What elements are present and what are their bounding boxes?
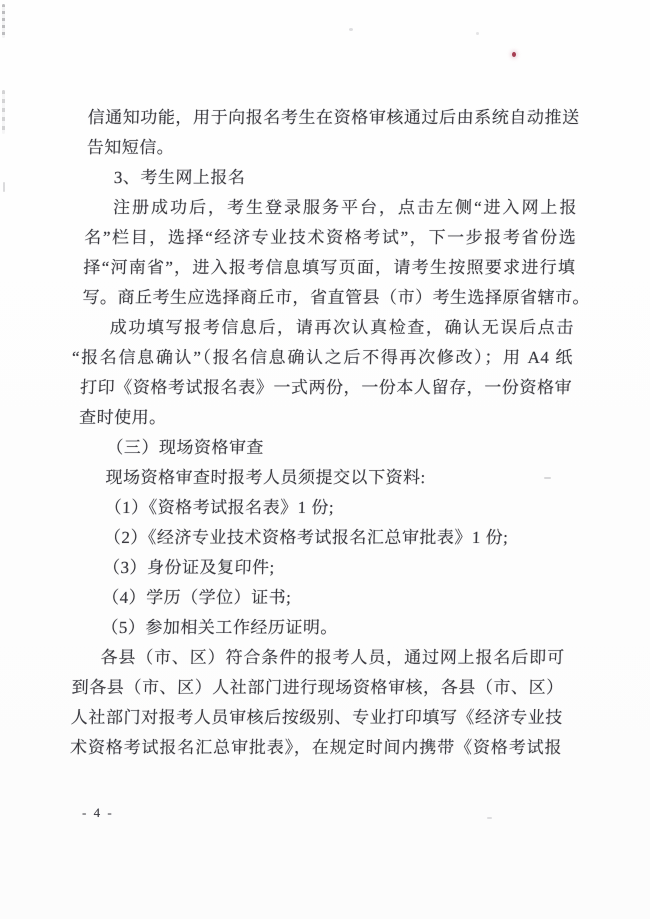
scan-edge-smudge — [3, 182, 5, 192]
text-line: “报名信息确认”（报名信息确认之后不得再次修改）；用 A4 纸 — [71, 348, 574, 367]
text-line: 告知短信。 — [86, 138, 175, 157]
text-line: 信通知功能，用于向报名考生在资格审核通过后由系统自动推送 — [87, 108, 580, 127]
scan-edge-smudge — [2, 90, 5, 134]
text-line: 注册成功后，考生登录服务平台，点击左侧“进入网上报 — [112, 198, 578, 217]
document-body-text — [69, 103, 591, 763]
text-line: （3）身份证及复印件; — [102, 558, 276, 577]
text-line: （1）《资格考试报名表》1 份; — [104, 498, 335, 517]
page-number: - 4 - — [82, 805, 114, 820]
text-line: 打印《资格考试报名表》一式两份，一份本人留存，一份资格审 — [79, 378, 573, 397]
text-line: 写。商丘考生应选择商丘市，省直管县（市）考生选择原省辖市。 — [82, 288, 591, 307]
scan-speck — [349, 28, 353, 31]
text-line: 术资格考试报名汇总审批表》，在规定时间内携带《资格考试报 — [69, 738, 563, 757]
text-line: 查时使用。 — [78, 408, 167, 427]
text-line: 名”栏目，选择“经济专业技术资格考试”，下一步报考省份选 — [83, 228, 577, 247]
text-line: （三）现场资格审查 — [106, 438, 265, 457]
text-line: （2）《经济专业技术资格考试报名汇总审批表》1 份; — [103, 528, 509, 547]
text-line: 到各县（市、区）人社部门进行现场资格审核，各县（市、区） — [71, 678, 564, 697]
text-line: （4）学历（学位）证书; — [101, 588, 292, 607]
text-line: 各县（市、区）符合条件的报考人员，通过网上报名后即可 — [100, 648, 565, 667]
text-line: 成功填写报考信息后，请再次认真检查，确认无误后点击 — [109, 318, 574, 337]
text-line: 3、考生网上报名 — [113, 168, 246, 187]
text-line: 现场资格审查时报考人员须提交以下资料: — [105, 468, 427, 487]
scan-speck — [476, 32, 479, 35]
text-line: （5）参加相关工作经历证明。 — [101, 618, 339, 637]
scan-edge-smudge — [2, 4, 5, 38]
text-line: 人社部门对报考人员审核后按级别、专业打印填写《经济专业技 — [70, 708, 564, 727]
red-ink-dot — [512, 52, 516, 57]
text-line: 择“河南省”，进入报考信息填写页面，请考生按照要求进行填 — [83, 258, 576, 277]
scan-speck — [487, 817, 492, 819]
